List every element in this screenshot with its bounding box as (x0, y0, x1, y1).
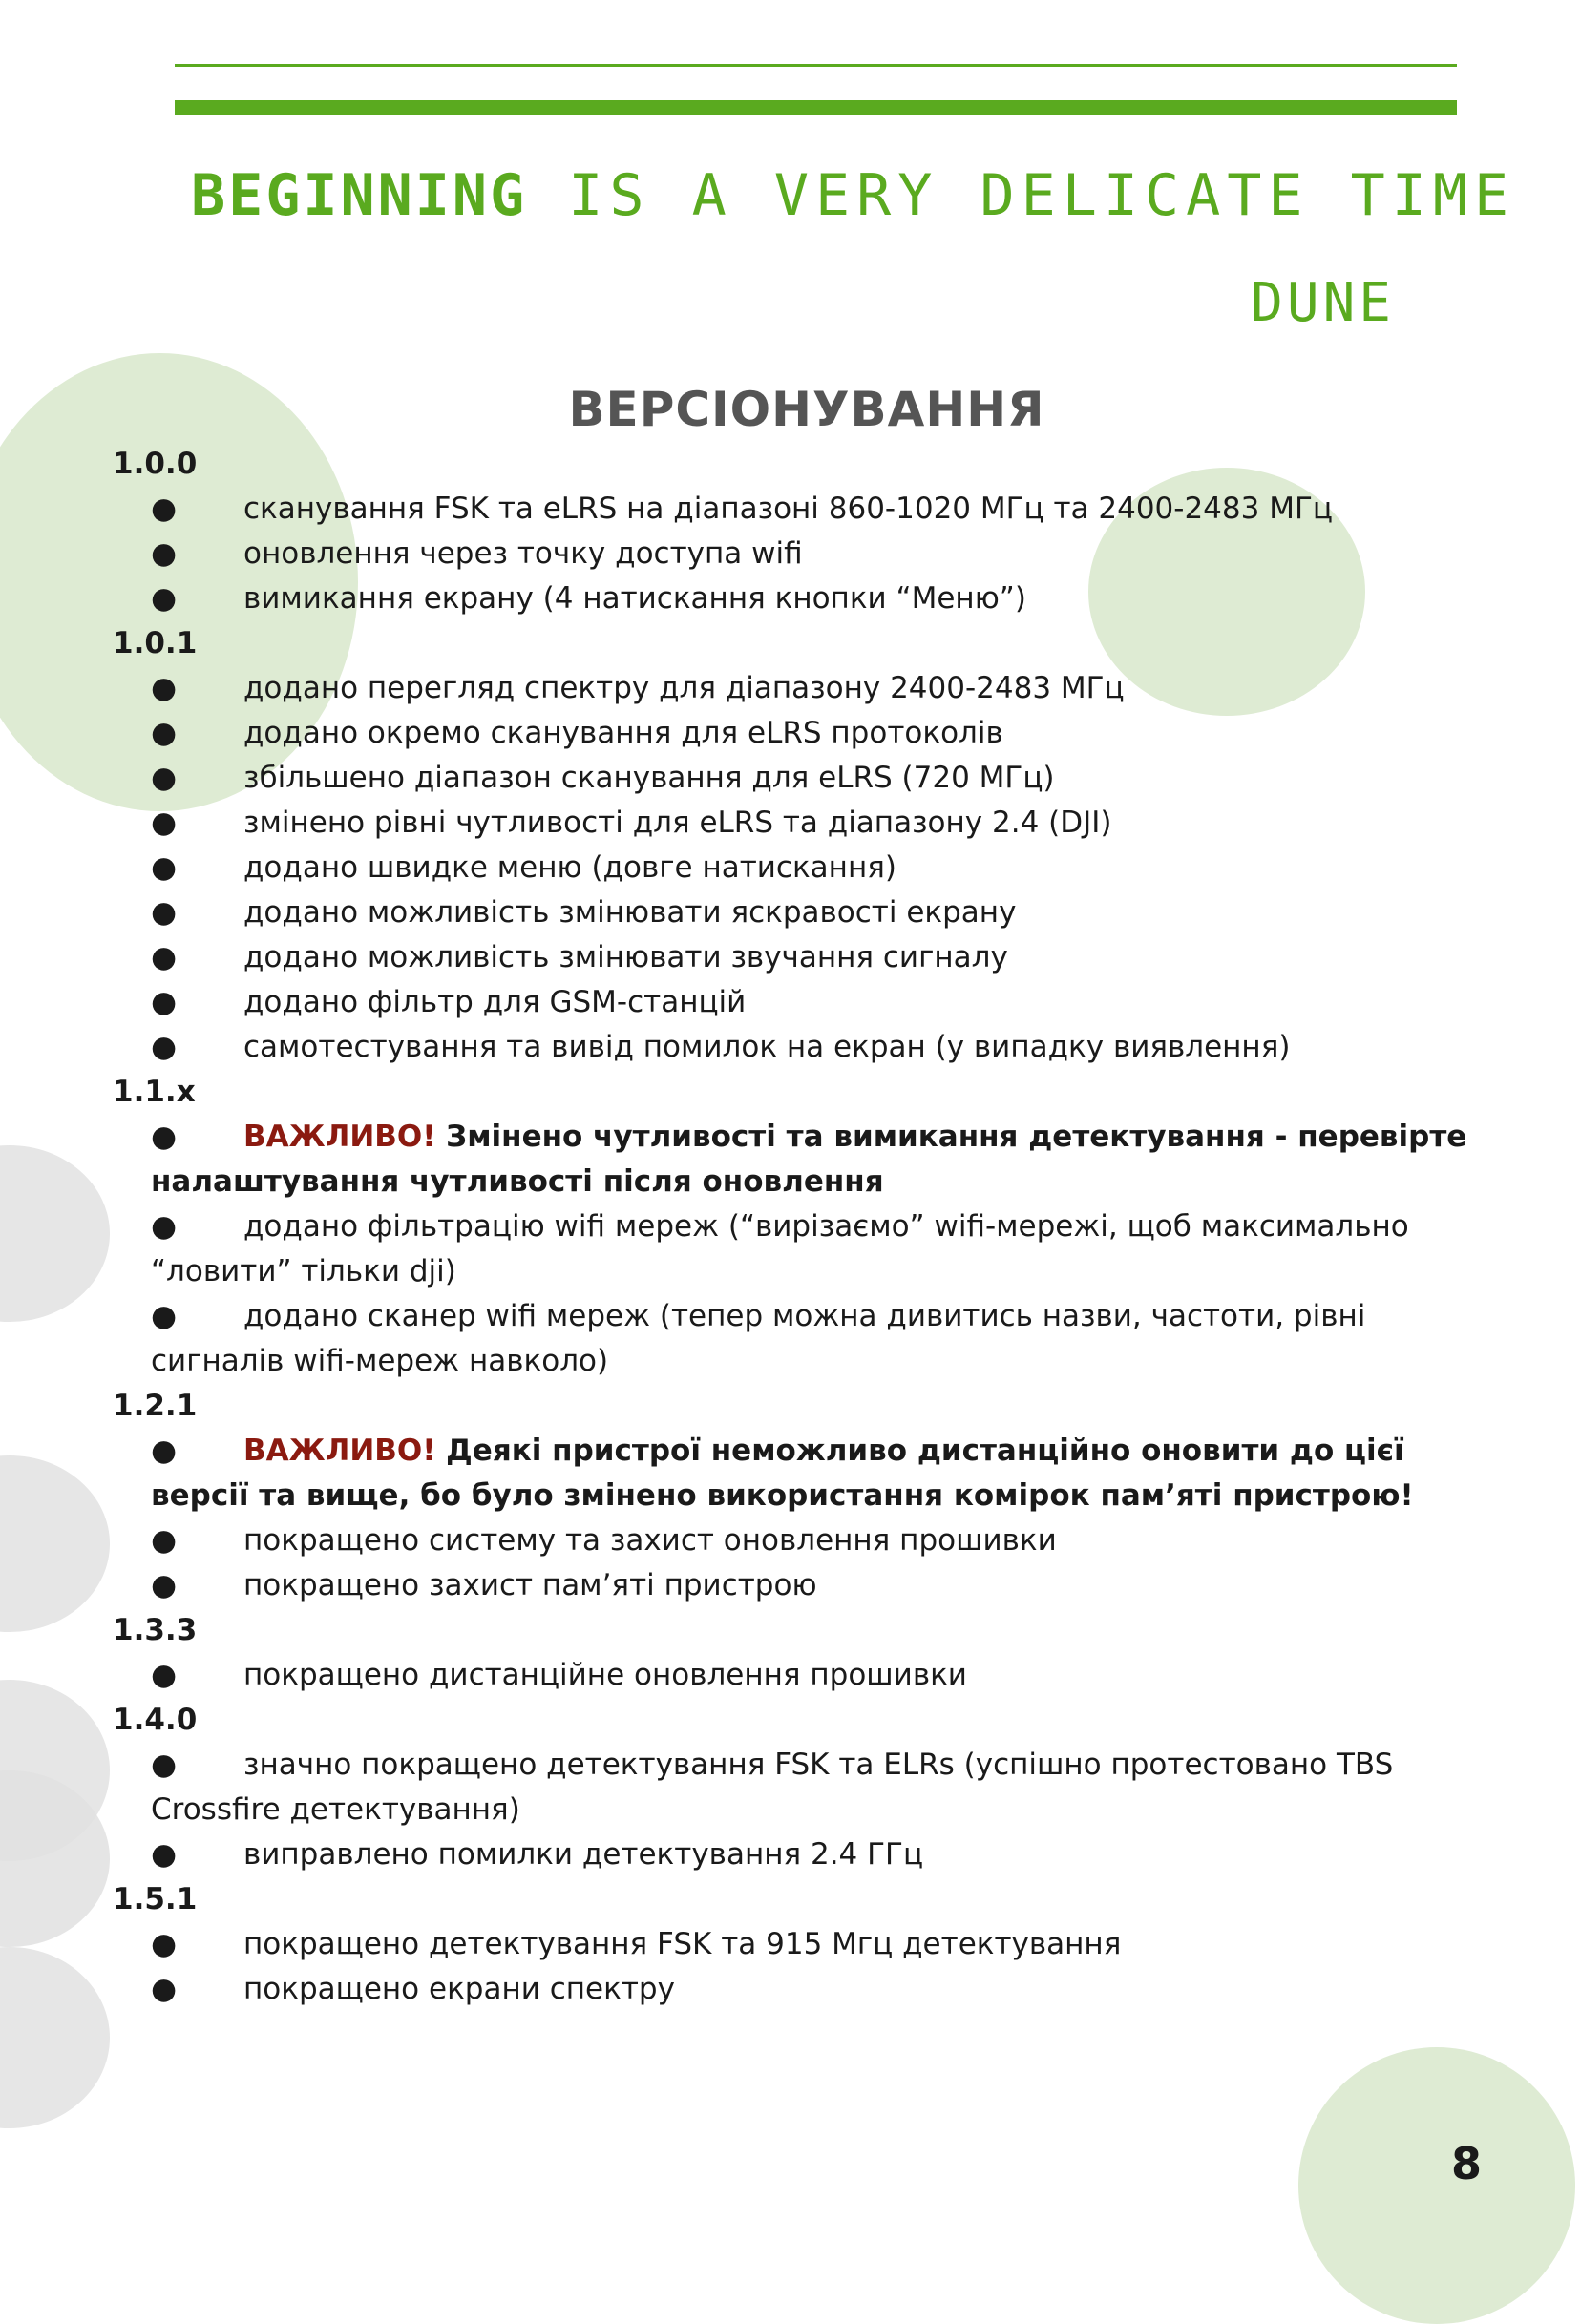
important-note (113, 1115, 1497, 1204)
bullet-icon: ● (151, 940, 178, 974)
list-item (113, 1922, 1497, 1967)
bullet-icon: ● (151, 1120, 178, 1154)
list-item-text: покращено захист пам’яті пристрою (243, 1568, 817, 1602)
important-text: Деякі пристрої неможливо дистанційно оновити до цієї версії та вище, бо було змінено використання комірок пам’яті пристрою! (151, 1434, 1414, 1513)
page-number-circle (1298, 2047, 1575, 2324)
list-item-text: самотестування та вивід помилок на екран (у випадку виявлення) (243, 1030, 1291, 1064)
changelog (113, 442, 1497, 2012)
list-item (113, 801, 1497, 846)
list-item-text: покращено дистанційне оновлення прошивки (243, 1658, 967, 1692)
decor-circle-gray-2 (0, 1455, 110, 1632)
bullet-icon: ● (151, 1658, 178, 1692)
list-item (113, 1518, 1497, 1563)
list-item (113, 1743, 1497, 1832)
page-number: 8 (1451, 2138, 1483, 2189)
decor-circle-gray-5 (0, 1947, 110, 2128)
list-item-text: значно покращено детектування FSK та ELRs (успішно протестовано TBS Crossfire детектування) (151, 1748, 1394, 1827)
list-item-text: додано фільтр для GSM-станцій (243, 985, 747, 1019)
version-label: 1.4.0 (113, 1703, 198, 1737)
list-item (113, 1204, 1497, 1294)
list-item (113, 980, 1497, 1025)
version-label: 1.3.3 (113, 1613, 198, 1647)
version-section (113, 1608, 1497, 1698)
bullet-icon: ● (151, 1972, 178, 2006)
bullet-icon: ● (151, 985, 178, 1019)
list-item-text: додано фільтрацію wifi мереж (“вирізаємо” wifi-мережі, щоб максимально “ловити” тільки dji) (151, 1209, 1409, 1288)
bullet-icon: ● (151, 716, 178, 750)
list-item (113, 1025, 1497, 1070)
important-note (113, 1429, 1497, 1518)
bullet-icon: ● (151, 1748, 178, 1782)
list-item (113, 711, 1497, 756)
list-item (113, 1967, 1497, 2012)
list-item (113, 1294, 1497, 1384)
bullet-icon: ● (151, 1837, 178, 1872)
version-section (113, 621, 1497, 1070)
list-item (113, 666, 1497, 711)
bullet-icon: ● (151, 1927, 178, 1961)
version-label: 1.2.1 (113, 1389, 198, 1423)
version-label: 1.0.1 (113, 626, 198, 660)
version-section (113, 1877, 1497, 2012)
bullet-icon: ● (151, 1299, 178, 1333)
version-section (113, 1698, 1497, 1877)
list-item-text: додано можливість змінювати яскравості екрану (243, 895, 1017, 930)
list-item-text: покращено детектування FSK та 915 Мгц детектування (243, 1927, 1122, 1961)
list-item-text: виправлено помилки детектування 2.4 ГГц (243, 1837, 924, 1872)
list-item (113, 935, 1497, 980)
bullet-icon: ● (151, 1568, 178, 1602)
bullet-icon: ● (151, 671, 178, 705)
list-item-text: додано швидке меню (довге натискання) (243, 850, 896, 885)
list-item (113, 890, 1497, 935)
bullet-icon: ● (151, 806, 178, 840)
list-item-text: додано можливість змінювати звучання сигналу (243, 940, 1008, 974)
list-item-text: додано перегляд спектру для діапазону 2400-2483 МГц (243, 671, 1125, 705)
list-item-text: сканування FSK та eLRS на діапазоні 860-1020 МГц та 2400-2483 МГц (243, 492, 1333, 526)
list-item-text: покращено систему та захист оновлення прошивки (243, 1523, 1057, 1558)
list-item (113, 1832, 1497, 1877)
bullet-icon: ● (151, 895, 178, 930)
list-item-text: змінено рівні чутливості для eLRS та діапазону 2.4 (DJI) (243, 806, 1112, 840)
list-item (113, 487, 1497, 532)
list-item (113, 1563, 1497, 1608)
version-section (113, 1384, 1497, 1608)
bullet-icon: ● (151, 850, 178, 885)
bullet-icon: ● (151, 761, 178, 795)
header-rule-thin (175, 64, 1457, 67)
version-label: 1.5.1 (113, 1882, 198, 1916)
bullet-icon: ● (151, 581, 178, 616)
page-title: ВЕРСІОНУВАННЯ (568, 382, 1045, 437)
bullet-icon: ● (151, 1434, 178, 1468)
list-item-text: вимикання екрану (4 натискання кнопки “Меню”) (243, 581, 1026, 616)
list-item (113, 532, 1497, 576)
bullet-icon: ● (151, 1209, 178, 1244)
list-item-text: збільшено діапазон сканування для eLRS (720 МГц) (243, 761, 1055, 795)
header-quote-bold: BEGINNING (191, 162, 528, 229)
version-section (113, 442, 1497, 621)
header-quote-rest: IS A VERY DELICATE TIME (527, 162, 1516, 229)
list-item (113, 1653, 1497, 1698)
version-label: 1.0.0 (113, 447, 198, 481)
list-item-text: додано сканер wifi мереж (тепер можна дивитись назви, частоти, рівні сигналів wifi-мереж навколо) (151, 1299, 1366, 1378)
version-label: 1.1.x (113, 1075, 196, 1109)
bullet-icon: ● (151, 1030, 178, 1064)
list-item (113, 846, 1497, 890)
important-tag: ВАЖЛИВО! (243, 1120, 436, 1154)
list-item-text: покращено екрани спектру (243, 1972, 675, 2006)
decor-circle-gray-1 (0, 1145, 110, 1322)
bullet-icon: ● (151, 492, 178, 526)
important-tag: ВАЖЛИВО! (243, 1434, 436, 1468)
bullet-icon: ● (151, 536, 178, 571)
header-rule-thick (175, 100, 1457, 115)
list-item-text: додано окремо сканування для eLRS протоколів (243, 716, 1003, 750)
list-item (113, 576, 1497, 621)
header-author: DUNE (1251, 272, 1395, 334)
version-section (113, 1070, 1497, 1384)
important-text: Змінено чутливості та вимикання детектування - перевірте налаштування чутливості після оновлення (151, 1120, 1467, 1199)
header-quote (191, 162, 1516, 229)
list-item-text: оновлення через точку доступа wifi (243, 536, 803, 571)
bullet-icon: ● (151, 1523, 178, 1558)
list-item (113, 756, 1497, 801)
